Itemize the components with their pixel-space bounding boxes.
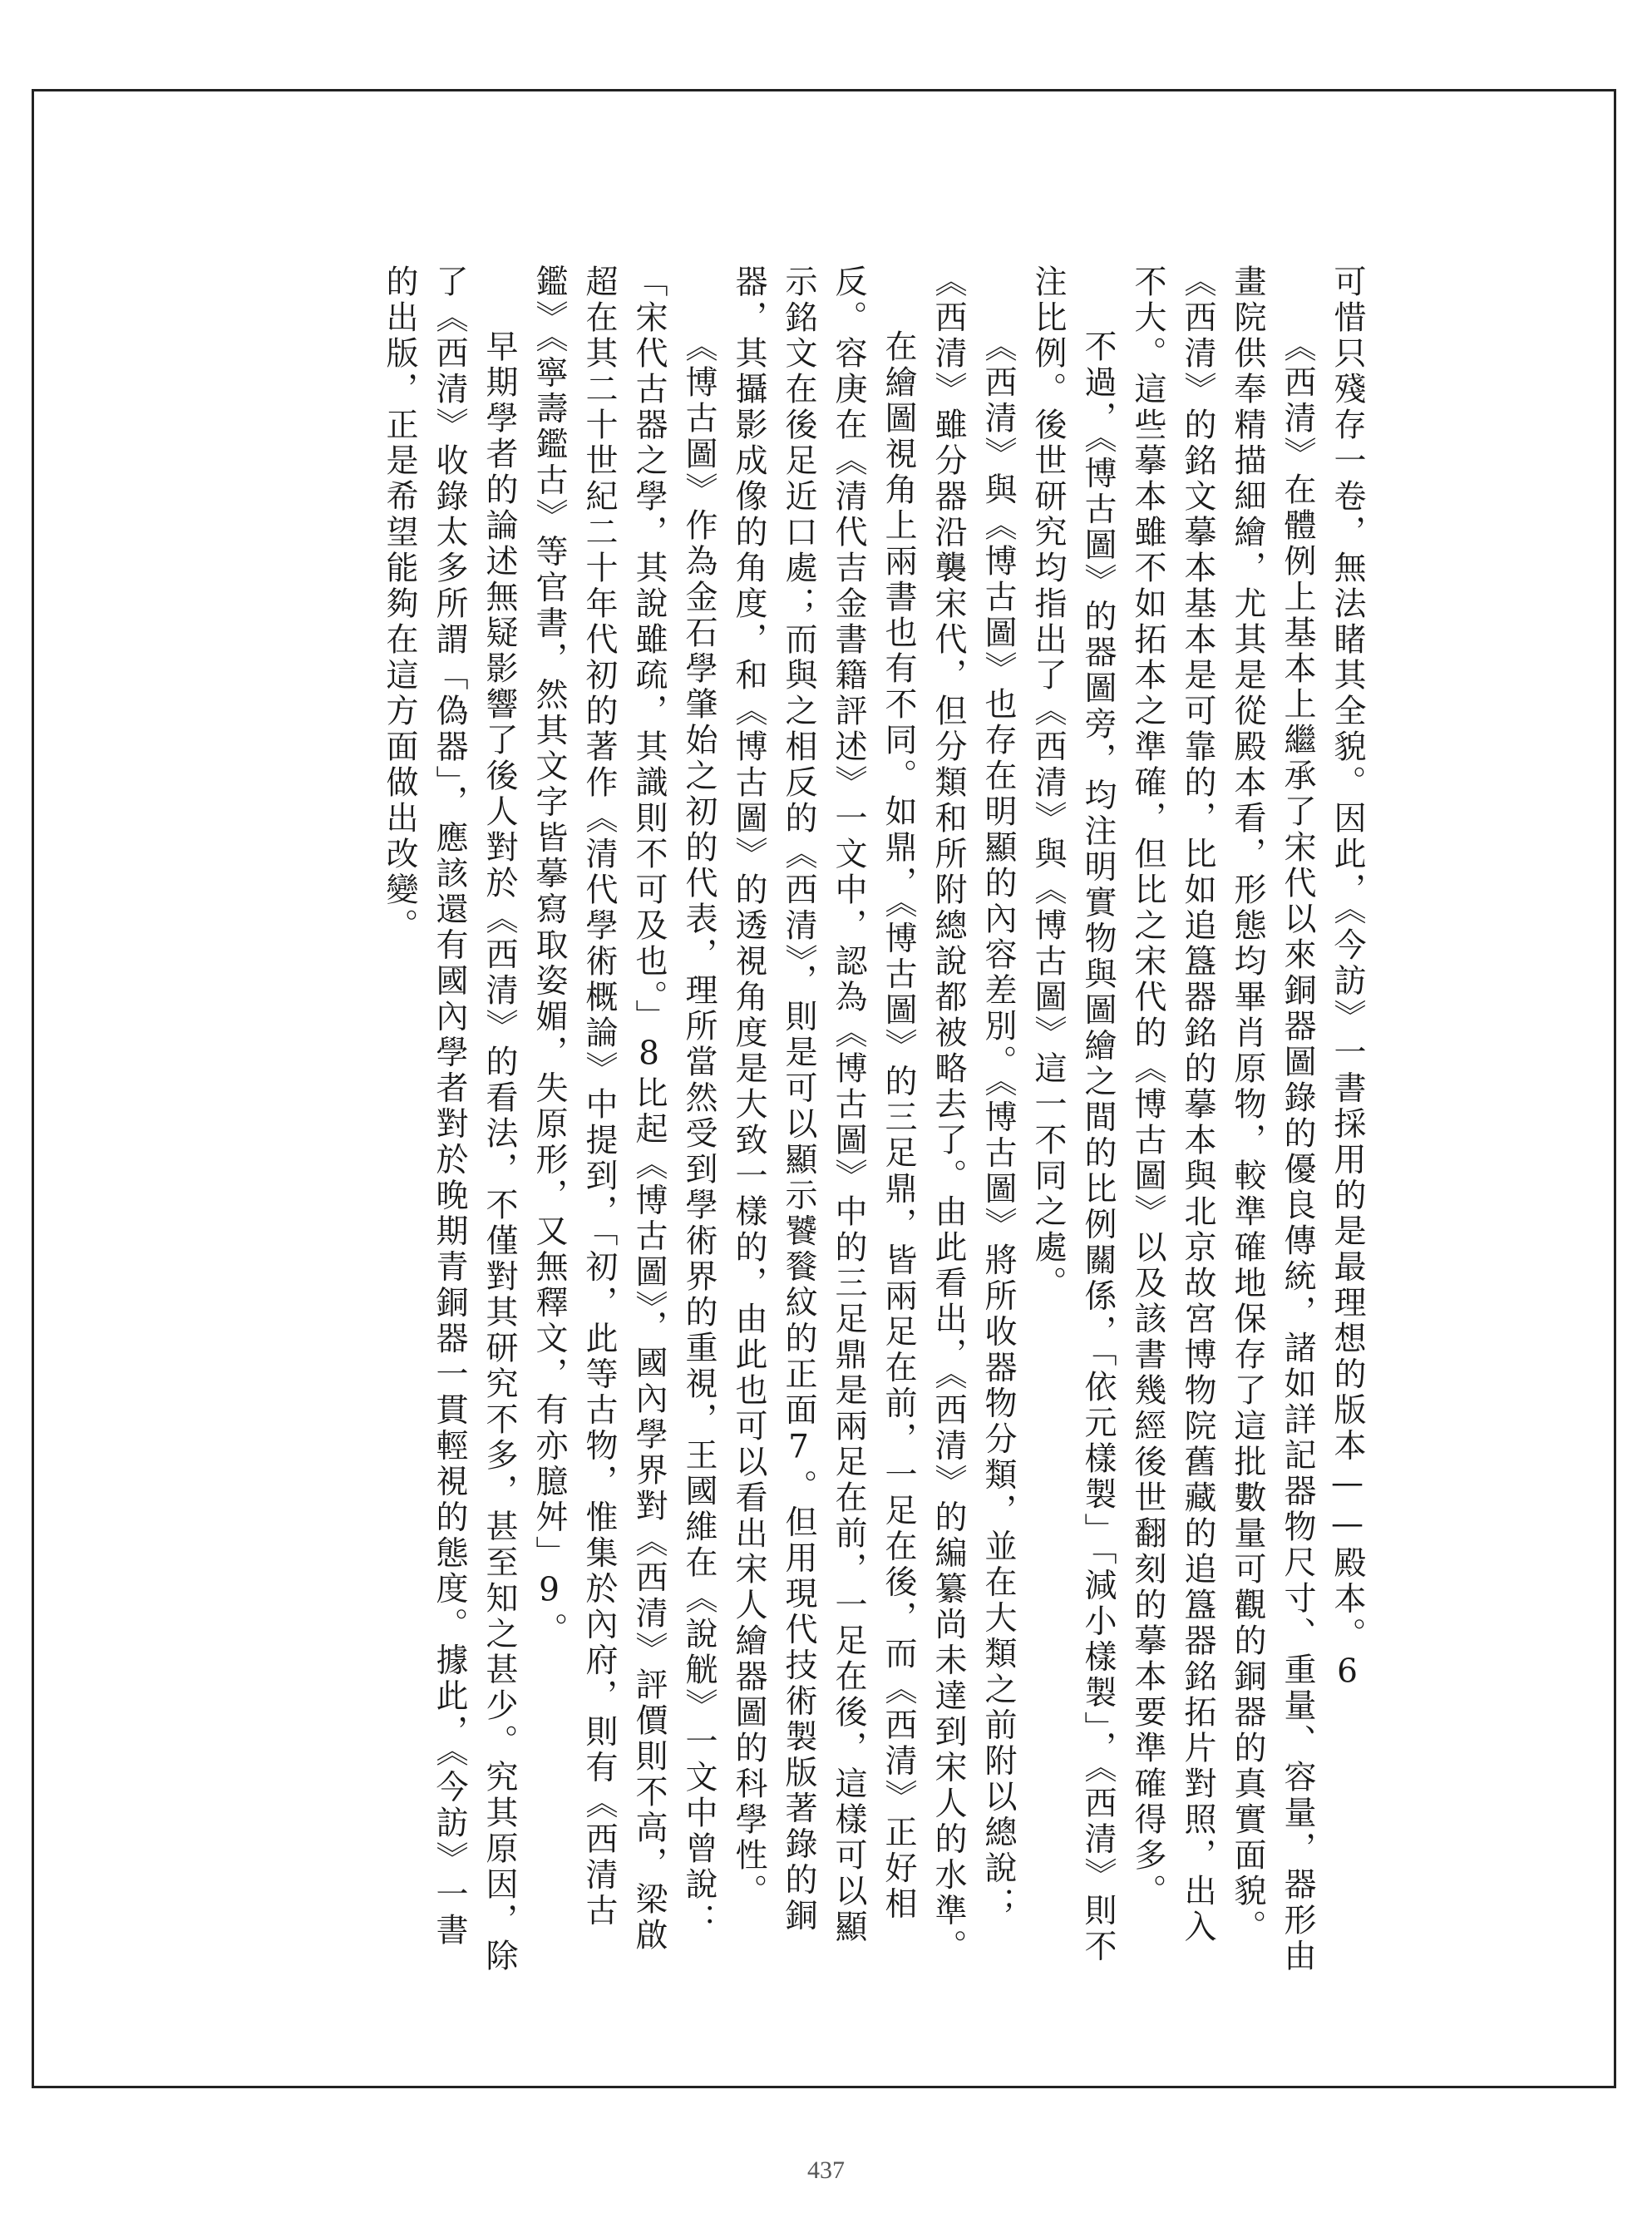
page-number: 437 [807,2156,845,2184]
paragraph-3: 不過，《博古圖》的器圖旁，均注明實物與圖繪之間的比例關係，「依元樣製」「減小樣製」，《西清》則不注比例。後世研究均指出了《西清》與《博古圖》這一不同之處。 [1029,264,1117,1965]
paragraph-6: 《博古圖》作為金石學肇始之初的代表，理所當然受到學術界的重視，王國維在《說觥》一文中曾說：「宋代古器之學，其說雖疏，其識則不可及也。」8比起《博古圖》，國內學界對《西清》評價則不高，梁啟超在其二十世紀二十年代初的著作《清代學術概論》中提到，「初，此等古物，惟集於內府，則有《西清古鑑》《寧壽鑑古》等官書，然其文字皆摹寫取姿媚，失原形，又無釋文，有亦臆舛」9。 [530,264,718,1954]
paragraph-5: 在繪圖視角上兩書也有不同。如鼎，《博古圖》的三足鼎，皆兩足在前，一足在後，而《西清》正好相反。容庚在《清代吉金書籍評述》一文中，認為《博古圖》中的三足鼎是兩足在前，一足在後，這樣可以顯示銘文在後足近口處；而與之相反的《西清》，則是可以顯示饕餮紋的正面7。但用現代技術製版著錄的銅器，其攝影成像的角度，和《博古圖》的透視角度是大致一樣的，由此也可以看出宋人繪器圖的科學性。 [730,264,917,1945]
body-text [266,264,1372,1978]
paragraph-2: 《西清》在體例上基本上繼承了宋代以來銅器圖錄的優良傳統，諸如詳記器物尺寸、重量、容量，器形由畫院供奉精描細繪，尤其是從殿本看，形態均畢肖原物，較準確地保存了這批數量可觀的銅器的真實面貌。《西清》的銘文摹本基本是可靠的，比如追簋器銘的摹本與北京故宮博物院舊藏的追簋器銘拓片對照，出入不大。這些摹本雖不如拓本之準確，但比之宋代的《博古圖》以及該書幾經後世翻刻的摹本要準確得多。 [1129,264,1316,1974]
paragraph-4: 《西清》與《博古圖》也存在明顯的內容差別。《博古圖》將所收器物分類，並在大類之前附以總說；《西清》雖分器沿襲宋代，但分類和所附總說都被略去了。由此看出，《西清》的編纂尚未達到宋人的水準。 [930,264,1017,1965]
paragraph-7: 早期學者的論述無疑影響了後人對於《西清》的看法，不僅對其研究不多，甚至知之甚少。究其原因，除了《西清》收錄太多所謂「偽器」，應該還有國內學者對於晚期青銅器一貫輕視的態度。據此，《今訪》一書的出版，正是希望能夠在這方面做出改變。 [381,264,518,1974]
paragraph-1: 可惜只殘存一卷，無法睹其全貌。因此，《今訪》一書採用的是最理想的版本——殿本。6 [1329,264,1366,1694]
